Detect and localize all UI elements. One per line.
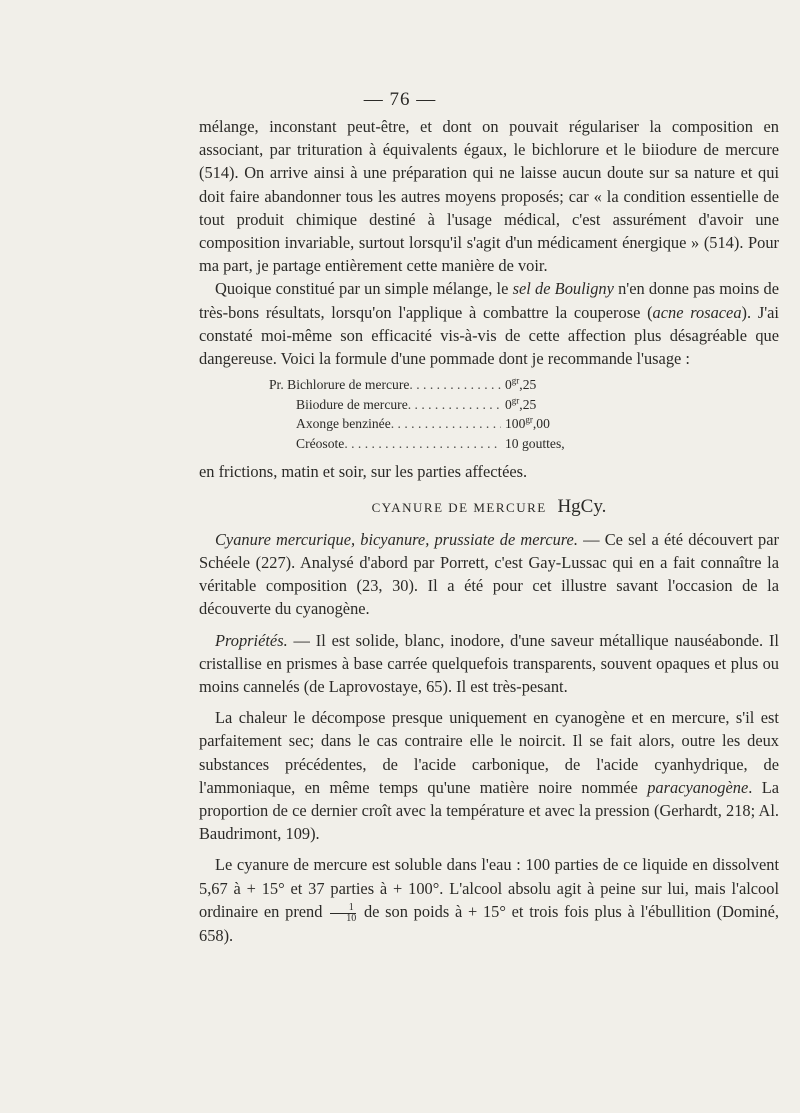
recipe-quantity: $100^{gr},00$ xyxy=(505,414,550,432)
recipe-row xyxy=(269,434,589,454)
paragraph-5-text-c: . La proportion de ce dernier croît avec la température et avec la pression (Gerhardt, 218; Al. Baudrimont, 109). xyxy=(199,777,780,844)
paragraph-5-text-a: La chaleur le décompose presque uniquement en cyanogène et en mercure, s'il est parfaitement sec; dans le cas contraire elle le noircit. Il se fait alors, outre les deux substances précédentes, de l'acide carbonique, de l'acide cyanhydrique, de l'ammoniaque, en même temps qu'une matière noire nommée xyxy=(199,708,779,797)
recipe-ingredient: Biiodure de mercure xyxy=(296,396,408,412)
page-number: — 76 — xyxy=(363,89,437,110)
recipe-quantity: $0^{gr},25$ xyxy=(505,395,537,412)
paragraph-4-italic-lead: Propriétés. xyxy=(215,630,288,650)
paragraph-1: mélange, inconstant peut-être, et dont on pouvait régulariser la composition en associant, par trituration à équivalents égaux, le bichlorure et le biiodure de mercure (514). On arrive ainsi à une préparation qui ne laisse aucun doute sur sa nature et qui doit faire abandonner tous les autres moyens proposés; car « la condition essentielle de tout produit chimique destiné à l'usage médical, c'est assurément d'avoir une composition invariable, surtout lorsqu'il s'agit d'un médicament énergique » (514). Pour ma part, je partage entièrement cette manière de voir. xyxy=(199,117,779,276)
recipe-quantity: 10 gouttes, xyxy=(505,436,565,452)
recipe-leader-dots xyxy=(408,395,501,415)
paragraph-6-text-a: Le cyanure de mercure est soluble dans l'eau : 100 parties de ce liquide en dissolvent 5,67 à + 15° et 37 parties à + 100°. L'alcool absolu agit à peine sur lui, mais l'alcool ordinaire en prend xyxy=(199,855,779,921)
paragraph-2-text-c: n'en donne pas moins de très-bons résultats, lorsqu'on l'applique à combattre la couperose ( xyxy=(199,279,779,322)
paragraph-2 xyxy=(199,277,779,370)
paragraph-5 xyxy=(199,706,779,845)
recipe-row xyxy=(269,375,589,395)
recipe-ingredient: Axonge benzinée xyxy=(296,416,391,432)
paragraph-3-italic-lead: Cyanure mercurique, bicyanure, prussiate de mercure. xyxy=(215,529,578,549)
paragraph-4-text: — Il est solide, blanc, inodore, d'une saveur métallique nauséabonde. Il cristallise en prismes à base carrée quelquefois transparents, souvent opaques et plus ou moins cannelés (de Laprovostaye, 65). Il est très-pesant. xyxy=(199,630,779,697)
paragraph-2-italic-bouligny: sel de Bouligny xyxy=(512,279,614,299)
recipe-row xyxy=(269,414,589,434)
recipe-ingredient: Créosote xyxy=(296,436,345,452)
recipe-quantity: $0^{gr},25$ xyxy=(505,375,537,393)
recipe-ingredient: Pr. Bichlorure de mercure xyxy=(269,377,410,393)
fraction: $\frac{1}{10}$ xyxy=(330,903,356,924)
recipe-list xyxy=(269,375,779,453)
recipe-leader-dots xyxy=(344,434,501,454)
paragraph-2-italic-acne: acne rosacea xyxy=(652,302,742,322)
recipe-leader-dots xyxy=(391,414,501,434)
after-recipe-text: en frictions, matin et soir, sur les parties affectées. xyxy=(199,461,528,481)
paragraph-3-text: — Ce sel a été découvert par Schéele (227). Analysé d'abord par Porrett, c'est Gay-Lussac qui en a fait connaître la véritable composition (23, 30). Il a été pour cet illustre savant l'occasion de la découverte du cyanogène. xyxy=(199,529,779,619)
paragraph-3 xyxy=(199,528,779,621)
paragraph-6 xyxy=(199,853,779,946)
section-heading xyxy=(199,497,779,518)
body-text xyxy=(199,115,779,947)
recipe-row xyxy=(269,395,589,415)
paragraph-2-text-a: Quoique constitué par un simple mélange, le xyxy=(215,279,513,299)
paragraph-6-text-b: de son poids à + 15° et trois fois plus à l'ébullition (Dominé, 658). xyxy=(199,901,779,945)
section-heading-formula: HgCy. xyxy=(557,495,607,517)
paragraph-2-text-e: ). J'ai constaté moi-même son efficacité vis-à-vis de cette affection plus désagréable que dangereuse. Voici la formule d'une pommade dont je recommande l'usage : xyxy=(199,302,779,369)
paragraph-5-italic-paracyanogene: paracyanogène xyxy=(647,777,749,797)
section-heading-title: CYANURE DE MERCURE xyxy=(371,499,547,515)
paragraph-4 xyxy=(199,629,779,699)
recipe-leader-dots xyxy=(409,375,501,395)
